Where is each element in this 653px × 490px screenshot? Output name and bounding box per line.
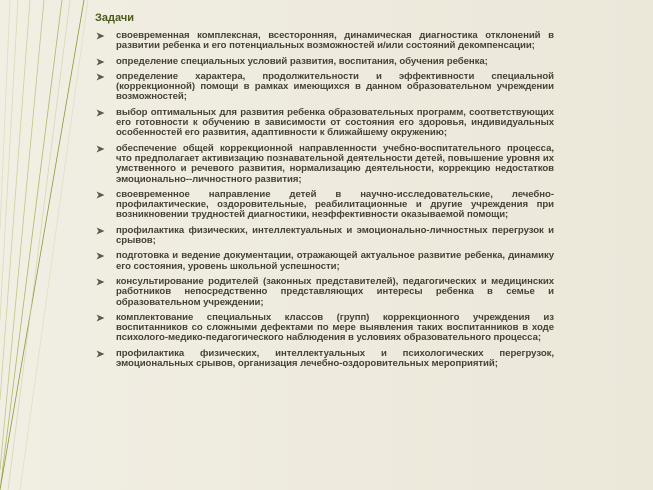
arrowhead-bullet-icon — [96, 58, 105, 66]
arrowhead-bullet-icon — [96, 278, 105, 286]
arrowhead-bullet-icon — [96, 350, 105, 358]
list-item — [94, 31, 554, 52]
arrowhead-bullet-icon — [96, 109, 105, 117]
list-item-text: подготовка и ведение документации, отражающей актуальное развитие ребенка, динамику его состояния, уровень школьной успешности; — [116, 250, 554, 272]
list-item — [94, 251, 554, 272]
list-item-text: комплектование специальных классов (групп) коррекционного учреждения из воспитанников со сложными дефектами по мере выявления таких воспитанников в ходе психолого-медико-педагогического наблюдения в условиях образовательного процесса; — [116, 311, 554, 344]
arrowhead-bullet-icon — [96, 252, 105, 260]
arrowhead-bullet-icon — [96, 73, 105, 81]
list-item-text: профилактика физических, интеллектуальных и психологических перегрузок, эмоциональных срывов, организация лечебно-оздоровительных мероприятий; — [116, 347, 554, 370]
list-item-text: консультирование родителей (законных представителей), педагогических и медицинских работников непосредственно представляющих интересы ребенка в семье и образовательном учреждении; — [116, 275, 554, 308]
list-item — [94, 226, 554, 247]
list-item — [94, 72, 554, 103]
list-item-text: выбор оптимальных для развития ребенка образовательных программ, соответствующих его готовности к обучению в зависимости от состояния его здоровья, индивидуальных особенностей его развития, адаптивности к ближайшему окружению; — [116, 106, 554, 139]
list-item — [94, 57, 554, 67]
list-item-text: определение характера, продолжительности и эффективности специальной (коррекционной) помощи в рамках имеющихся в данном образовательном учреждении возможностей; — [116, 70, 554, 103]
arrowhead-bullet-icon — [96, 32, 105, 40]
list-item-text: профилактика физических, интеллектуальных и эмоционально-личностных перегрузок и срывов; — [116, 224, 554, 247]
arrowhead-bullet-icon — [96, 227, 105, 235]
list-item-text: определение специальных условий развития, воспитания, обучения ребенка; — [116, 55, 488, 67]
list-item — [94, 144, 554, 185]
slide-title: Задачи — [95, 12, 134, 24]
arrowhead-bullet-icon — [96, 145, 105, 153]
list-item-text: своевременная комплексная, всесторонняя, динамическая диагностика отклонений в развитии ребенка и его потенциальных возможностей и/или состояний декомпенсации; — [116, 30, 554, 52]
arrowhead-bullet-icon — [96, 191, 105, 199]
content — [94, 12, 554, 374]
list-item-text: своевременное направление детей в научно-исследовательские, лечебно-профилактические, оздоровительные, реабилитационные и другие учреждения при возникновении трудностей диагностики, неэффективности оказываемой помощи; — [116, 188, 554, 221]
list-item — [94, 313, 554, 344]
list-item — [94, 277, 554, 308]
list-item-text: обеспечение общей коррекционной направленности учебно-воспитательного процесса, что предполагает активизацию познавательной деятельности детей, повышение уровня их умственного и речевого развития, нормализацию деятельности, коррекцию недостатков эмоционально--личностного развития; — [116, 142, 554, 185]
arrowhead-bullet-icon — [96, 314, 105, 322]
task-list — [94, 31, 554, 369]
list-item — [94, 190, 554, 221]
decorative-lines — [0, 0, 90, 490]
list-item — [94, 108, 554, 139]
list-item — [94, 349, 554, 370]
